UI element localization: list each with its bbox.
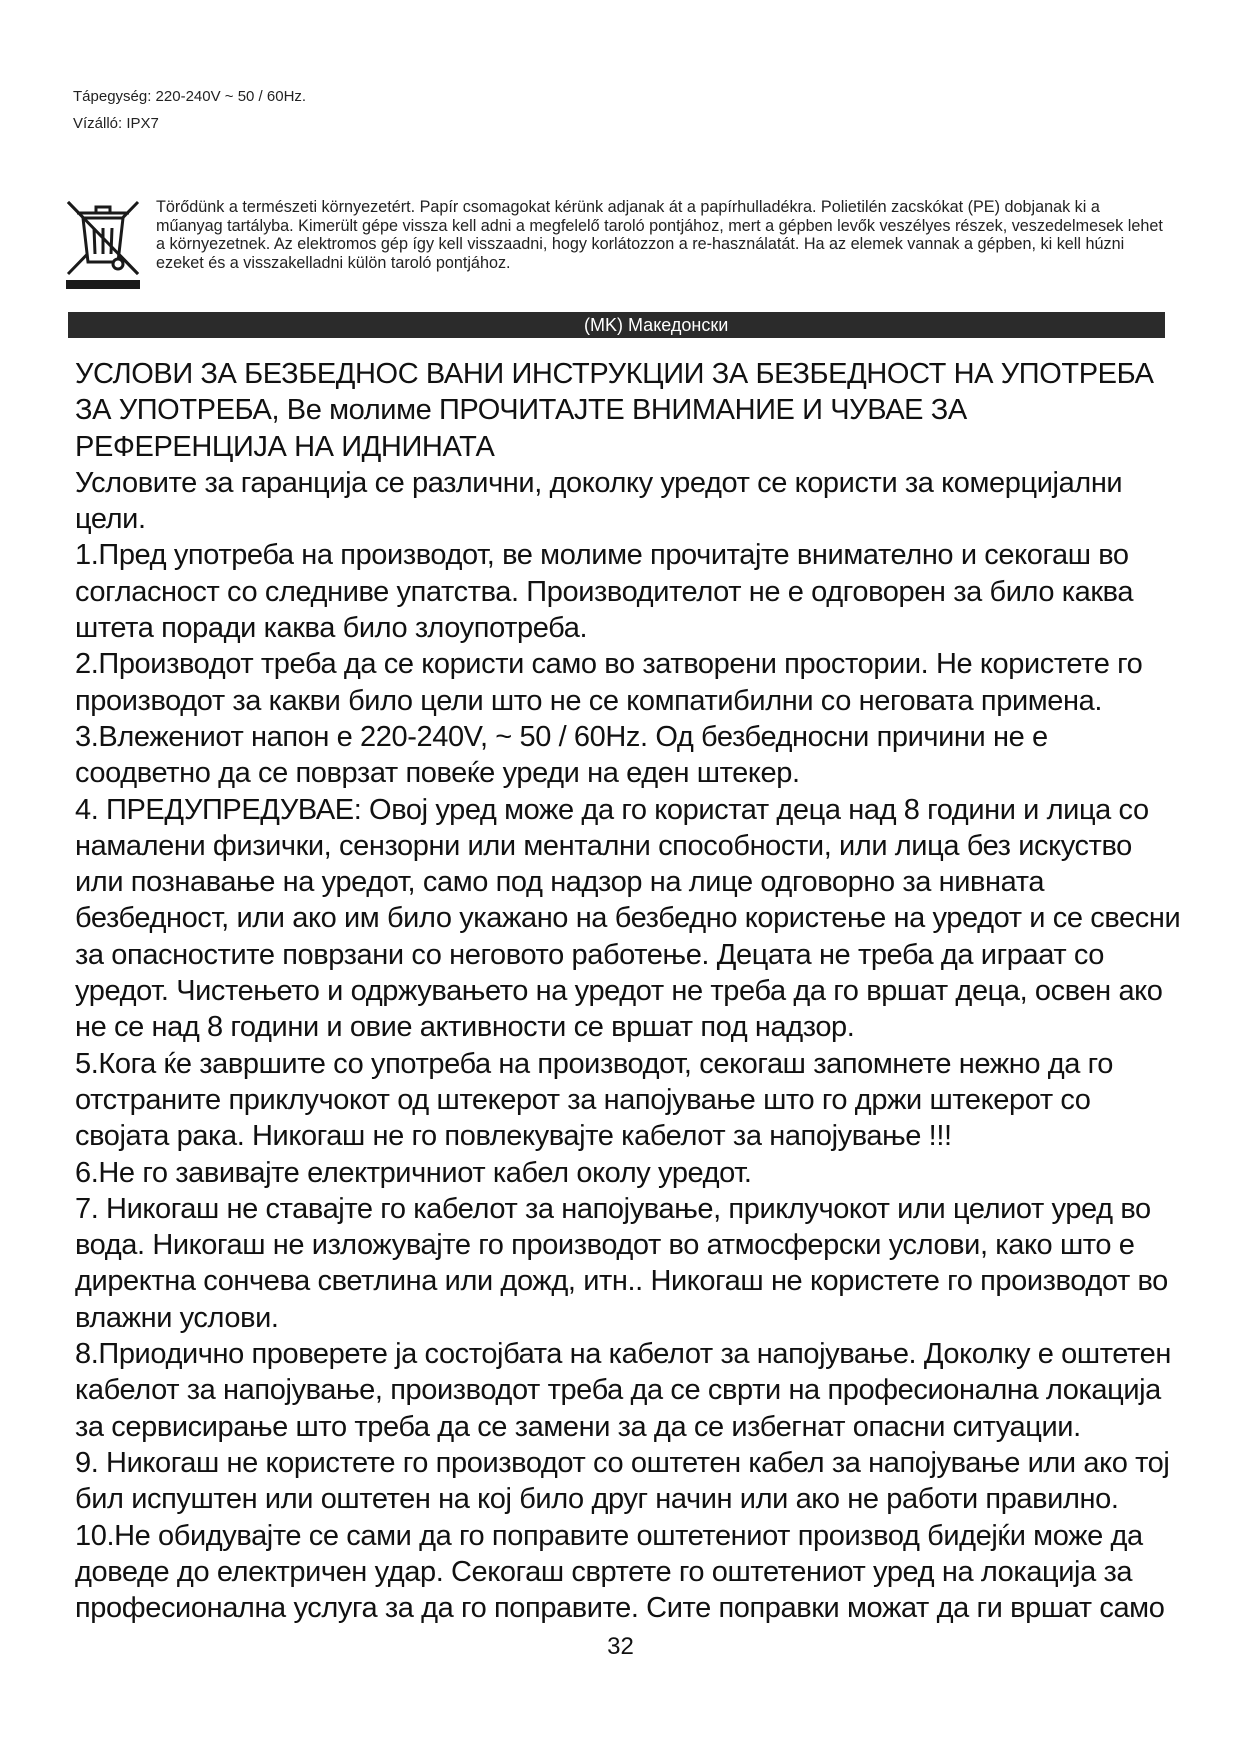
instruction-item: 5.Кога ќе завршите со употреба на производот, секогаш запомнете нежно да го отстраните приклучокот од штекерот за напојување што го држи штекерот со својата рака. Никогаш не го повлекувајте кабелот за напојување !!! — [75, 1047, 1113, 1153]
environment-notice: Törődünk a természeti környezetért. Papír csomagokat kérünk adjanak át a papírhulladékra. Polietilén zacskókat (PE) dobjanak ki a műanyag tartályba. Kimerült gépe vissza kell adni a megfelelő taroló pontjához, mert a gépben levők veszélyes részek, veszedelmesek lehet a környezetnek. Az elektromos gép így kell visszaadni, hogy korlátozzon a re-használatát. Ha az elemek vannak a gépben, ki kell húzni ezeket és a visszakelladni külön taroló pontjához. — [156, 198, 1163, 272]
instruction-item: 4. ПРЕДУПРЕДУВАЕ: Овој уред може да го користат деца над 8 години и лица со намалени физички, сензорни или ментални способности, или лица без искуство или познавање на уредот, само под надзор на лице одговорно за нивната безбедност, или ако им било укажано на безбедно користење на уредот и се свесни за опасностите поврзани со неговото работење. Децата не треба да играат со уредот. Чистењето и одржувањето на уредот не треба да го вршат деца, освен ако не се над 8 години и овие активности се вршат под надзор. — [75, 793, 1181, 1044]
language-header-bar — [68, 312, 1165, 338]
page-number: 32 — [607, 1633, 634, 1660]
instruction-item: 2.Производот треба да се користи само во затворени простории. Не користете го производот за какви било цели што не се компатибилни со неговата примена. — [75, 648, 1143, 717]
instruction-item: 7. Никогаш не ставајте го кабелот за напојување, приклучокот или целиот уред во вода. Никогаш не изложувајте го производот во атмосферски услови, како што е директна сончева светлина или дожд, итн.. Никогаш не користете го производот во влажни услови. — [75, 1192, 1168, 1334]
language-header: (MK) Македонски — [584, 315, 729, 335]
instruction-item: 10.Не обидувајте се сами да го поправите оштетениот производ бидејќи може да доведе до електричен удар. Секогаш свртете го оштетениот уред на локација за професионална услуга за да го поправите. Сите поправки можат да ги вршат само — [75, 1519, 1165, 1625]
instruction-item: 1.Пред употреба на производот, ве молиме прочитајте внимателно и секогаш во согласност со следниве упатства. Производителот не е одговорен за било каква штета поради каква било злоупотреба. — [75, 539, 1134, 645]
power-spec: Tápegység: 220-240V ~ 50 / 60Hz. — [73, 88, 307, 105]
instruction-item: 6.Не го завивајте електричниот кабел околу уредот. — [75, 1156, 752, 1189]
safety-instructions — [75, 356, 1185, 1626]
waterproof-spec: Vízálló: IPX7 — [73, 115, 159, 132]
instruction-item: 9. Никогаш не користете го производот со оштетен кабел за напојување или ако тој бил испуштен или оштетен на кој било друг начин или ако не работи правилно. — [75, 1446, 1170, 1516]
instruction-item: 8.Приодично проверете ја состојбата на кабелот за напојување. Доколку е оштетен кабелот за напојување, производот треба да се сврти на професионална локација за сервисирање што треба да се замени за да се избегнат опасни ситуации. — [75, 1338, 1171, 1443]
warranty-note: Условите за гаранција се различни, доколку уредот се користи за комерцијални цели. — [75, 466, 1123, 536]
crossed-out-wheeled-bin-icon — [64, 198, 142, 292]
instruction-item: 3.Влежениот напон е 220-240V, ~ 50 / 60Hz. Од безбедносни причини не е соодветно да се поврзат повеќе уреди на еден штекер. — [75, 720, 1048, 790]
safety-title: УСЛОВИ ЗА БЕЗБЕДНОС ВАНИ ИНСТРУКЦИИ ЗА БЕЗБЕДНОСТ НА УПОТРЕБА ЗА УПОТРЕБА, Ве молиме ПРОЧИТАЈТЕ ВНИМАНИЕ И ЧУВАЕ ЗА РЕФЕРЕНЦИЈА НА ИДНИНАТА — [75, 358, 1154, 463]
